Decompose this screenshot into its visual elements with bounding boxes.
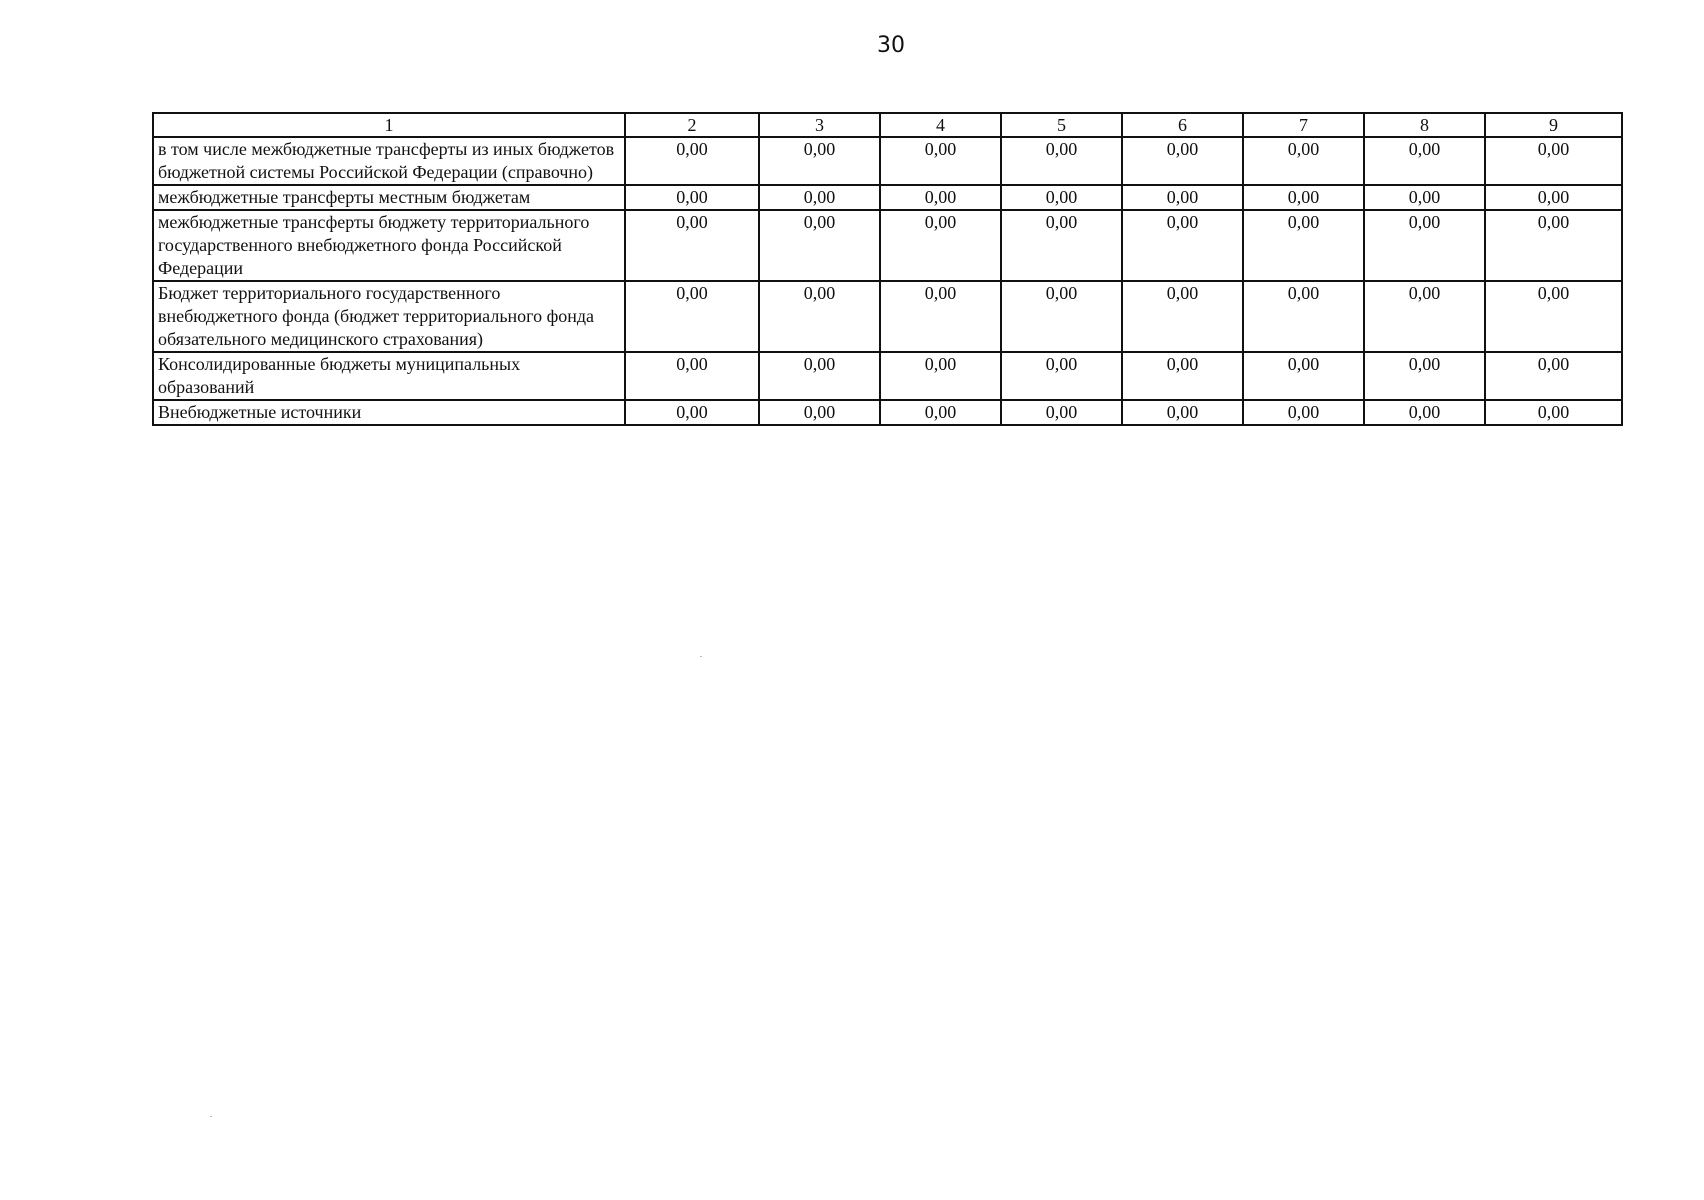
value-cell: 0,00	[1364, 400, 1485, 425]
column-header: 9	[1485, 113, 1622, 137]
value-cell: 0,00	[759, 281, 880, 352]
value-cell: 0,00	[1001, 210, 1122, 281]
value-cell: 0,00	[625, 281, 759, 352]
column-header: 3	[759, 113, 880, 137]
table-row	[153, 281, 1622, 352]
row-label: в том числе межбюджетные трансферты из иных бюджетов бюджетной системы Российской Федерации (справочно)	[153, 137, 625, 185]
value-cell: 0,00	[1364, 281, 1485, 352]
column-header: 6	[1122, 113, 1243, 137]
value-cell: 0,00	[1364, 210, 1485, 281]
value-cell: 0,00	[1001, 400, 1122, 425]
scan-speck	[700, 656, 702, 657]
value-cell: 0,00	[1485, 137, 1622, 185]
value-cell: 0,00	[1364, 185, 1485, 210]
value-cell: 0,00	[1364, 137, 1485, 185]
page-number: 30	[877, 33, 905, 58]
column-header: 8	[1364, 113, 1485, 137]
value-cell: 0,00	[1001, 185, 1122, 210]
value-cell: 0,00	[1485, 210, 1622, 281]
column-header: 4	[880, 113, 1001, 137]
value-cell: 0,00	[1243, 281, 1364, 352]
column-header: 2	[625, 113, 759, 137]
value-cell: 0,00	[759, 400, 880, 425]
value-cell: 0,00	[759, 210, 880, 281]
table-row	[153, 185, 1622, 210]
value-cell: 0,00	[1122, 185, 1243, 210]
value-cell: 0,00	[625, 210, 759, 281]
table-row	[153, 400, 1622, 425]
row-label: Внебюджетные источники	[153, 400, 625, 425]
value-cell: 0,00	[625, 352, 759, 400]
value-cell: 0,00	[1243, 210, 1364, 281]
budget-table	[152, 112, 1623, 426]
scan-speck	[210, 1116, 212, 1117]
value-cell: 0,00	[625, 185, 759, 210]
row-label: Консолидированные бюджеты муниципальных образований	[153, 352, 625, 400]
value-cell: 0,00	[1485, 352, 1622, 400]
value-cell: 0,00	[880, 185, 1001, 210]
table-row	[153, 210, 1622, 281]
value-cell: 0,00	[1243, 352, 1364, 400]
value-cell: 0,00	[1485, 281, 1622, 352]
table-row	[153, 137, 1622, 185]
row-label: Бюджет территориального государственного внебюджетного фонда (бюджет территориального фонда обязательного медицинского страхования)	[153, 281, 625, 352]
column-header: 1	[153, 113, 625, 137]
value-cell: 0,00	[1243, 400, 1364, 425]
table-row	[153, 352, 1622, 400]
value-cell: 0,00	[880, 400, 1001, 425]
value-cell: 0,00	[1122, 137, 1243, 185]
column-header: 5	[1001, 113, 1122, 137]
value-cell: 0,00	[880, 210, 1001, 281]
value-cell: 0,00	[1364, 352, 1485, 400]
value-cell: 0,00	[759, 137, 880, 185]
value-cell: 0,00	[1001, 137, 1122, 185]
value-cell: 0,00	[1001, 352, 1122, 400]
value-cell: 0,00	[759, 185, 880, 210]
value-cell: 0,00	[1243, 137, 1364, 185]
value-cell: 0,00	[759, 352, 880, 400]
row-label: межбюджетные трансферты бюджету территориального государственного внебюджетного фонда Российской Федерации	[153, 210, 625, 281]
value-cell: 0,00	[1122, 210, 1243, 281]
value-cell: 0,00	[1122, 352, 1243, 400]
column-header: 7	[1243, 113, 1364, 137]
value-cell: 0,00	[625, 400, 759, 425]
row-label: межбюджетные трансферты местным бюджетам	[153, 185, 625, 210]
column-number-row	[153, 113, 1622, 137]
value-cell: 0,00	[1485, 400, 1622, 425]
value-cell: 0,00	[880, 352, 1001, 400]
value-cell: 0,00	[1122, 400, 1243, 425]
value-cell: 0,00	[1485, 185, 1622, 210]
value-cell: 0,00	[1001, 281, 1122, 352]
value-cell: 0,00	[1122, 281, 1243, 352]
value-cell: 0,00	[880, 281, 1001, 352]
value-cell: 0,00	[880, 137, 1001, 185]
value-cell: 0,00	[625, 137, 759, 185]
value-cell: 0,00	[1243, 185, 1364, 210]
